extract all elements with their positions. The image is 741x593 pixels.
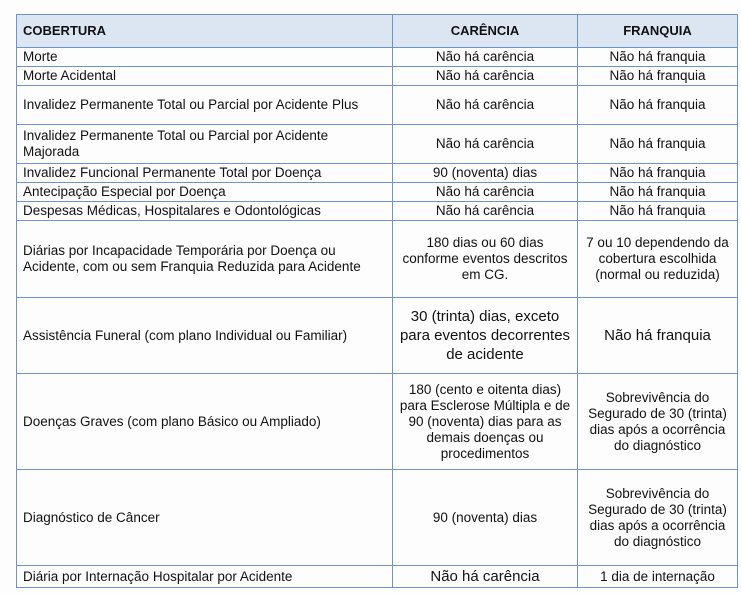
- cell-carencia: 180 (cento e oitenta dias) para Esclerose Múltipla e de 90 (noventa) dias para as demais doenças ou procedimentos: [393, 374, 578, 470]
- cell-franquia: 1 dia de internação: [578, 566, 738, 588]
- header-franquia: FRANQUIA: [578, 15, 738, 48]
- cell-cobertura: Antecipação Especial por Doença: [17, 183, 393, 202]
- cell-franquia: Não há franquia: [578, 164, 738, 183]
- table-row: [17, 48, 738, 67]
- cell-cobertura: Morte Acidental: [17, 67, 393, 86]
- cell-franquia: Não há franquia: [578, 67, 738, 86]
- table-row: [17, 566, 738, 588]
- cell-franquia: Sobrevivência do Segurado de 30 (trinta) dias após a ocorrência do diagnóstico: [578, 470, 738, 566]
- cell-carencia: 30 (trinta) dias, exceto para eventos decorrentes de acidente: [393, 298, 578, 374]
- cell-franquia: Não há franquia: [578, 298, 738, 374]
- cell-cobertura: Invalidez Permanente Total ou Parcial por Acidente Plus: [17, 86, 393, 125]
- cell-franquia: Não há franquia: [578, 202, 738, 221]
- table-row: [17, 470, 738, 566]
- cell-cobertura: Diagnóstico de Câncer: [17, 470, 393, 566]
- table-row: [17, 298, 738, 374]
- cell-carencia: Não há carência: [393, 183, 578, 202]
- table-row: [17, 202, 738, 221]
- cell-carencia: Não há carência: [393, 125, 578, 164]
- cell-franquia: 7 ou 10 dependendo da cobertura escolhida (normal ou reduzida): [578, 221, 738, 298]
- cell-cobertura: Morte: [17, 48, 393, 67]
- table-row: [17, 125, 738, 164]
- table-row: [17, 374, 738, 470]
- cell-carencia: Não há carência: [393, 48, 578, 67]
- cell-carencia: Não há carência: [393, 202, 578, 221]
- table-row: [17, 86, 738, 125]
- header-carencia: CARÊNCIA: [393, 15, 578, 48]
- cell-cobertura: Invalidez Permanente Total ou Parcial por Acidente Majorada: [17, 125, 393, 164]
- cell-cobertura: Despesas Médicas, Hospitalares e Odontológicas: [17, 202, 393, 221]
- cell-cobertura: Doenças Graves (com plano Básico ou Ampliado): [17, 374, 393, 470]
- header-row: [17, 15, 738, 48]
- cell-carencia: 90 (noventa) dias: [393, 164, 578, 183]
- coverage-table: [16, 14, 738, 588]
- cell-cobertura: Assistência Funeral (com plano Individual ou Familiar): [17, 298, 393, 374]
- cell-franquia: Não há franquia: [578, 125, 738, 164]
- table-row: [17, 67, 738, 86]
- cell-franquia: Sobrevivência do Segurado de 30 (trinta) dias após a ocorrência do diagnóstico: [578, 374, 738, 470]
- table-row: [17, 183, 738, 202]
- cell-carencia: Não há carência: [393, 67, 578, 86]
- cell-cobertura: Diárias por Incapacidade Temporária por Doença ou Acidente, com ou sem Franquia Reduzida para Acidente: [17, 221, 393, 298]
- header-cobertura: COBERTURA: [17, 15, 393, 48]
- table-row: [17, 164, 738, 183]
- cell-carencia: 90 (noventa) dias: [393, 470, 578, 566]
- cell-franquia: Não há franquia: [578, 48, 738, 67]
- cell-carencia: 180 dias ou 60 dias conforme eventos descritos em CG.: [393, 221, 578, 298]
- table-row: [17, 221, 738, 298]
- cell-cobertura: Diária por Internação Hospitalar por Acidente: [17, 566, 393, 588]
- cell-franquia: Não há franquia: [578, 183, 738, 202]
- cell-carencia: Não há carência: [393, 86, 578, 125]
- cell-franquia: Não há franquia: [578, 86, 738, 125]
- cell-carencia: Não há carência: [393, 566, 578, 588]
- cell-cobertura: Invalidez Funcional Permanente Total por Doença: [17, 164, 393, 183]
